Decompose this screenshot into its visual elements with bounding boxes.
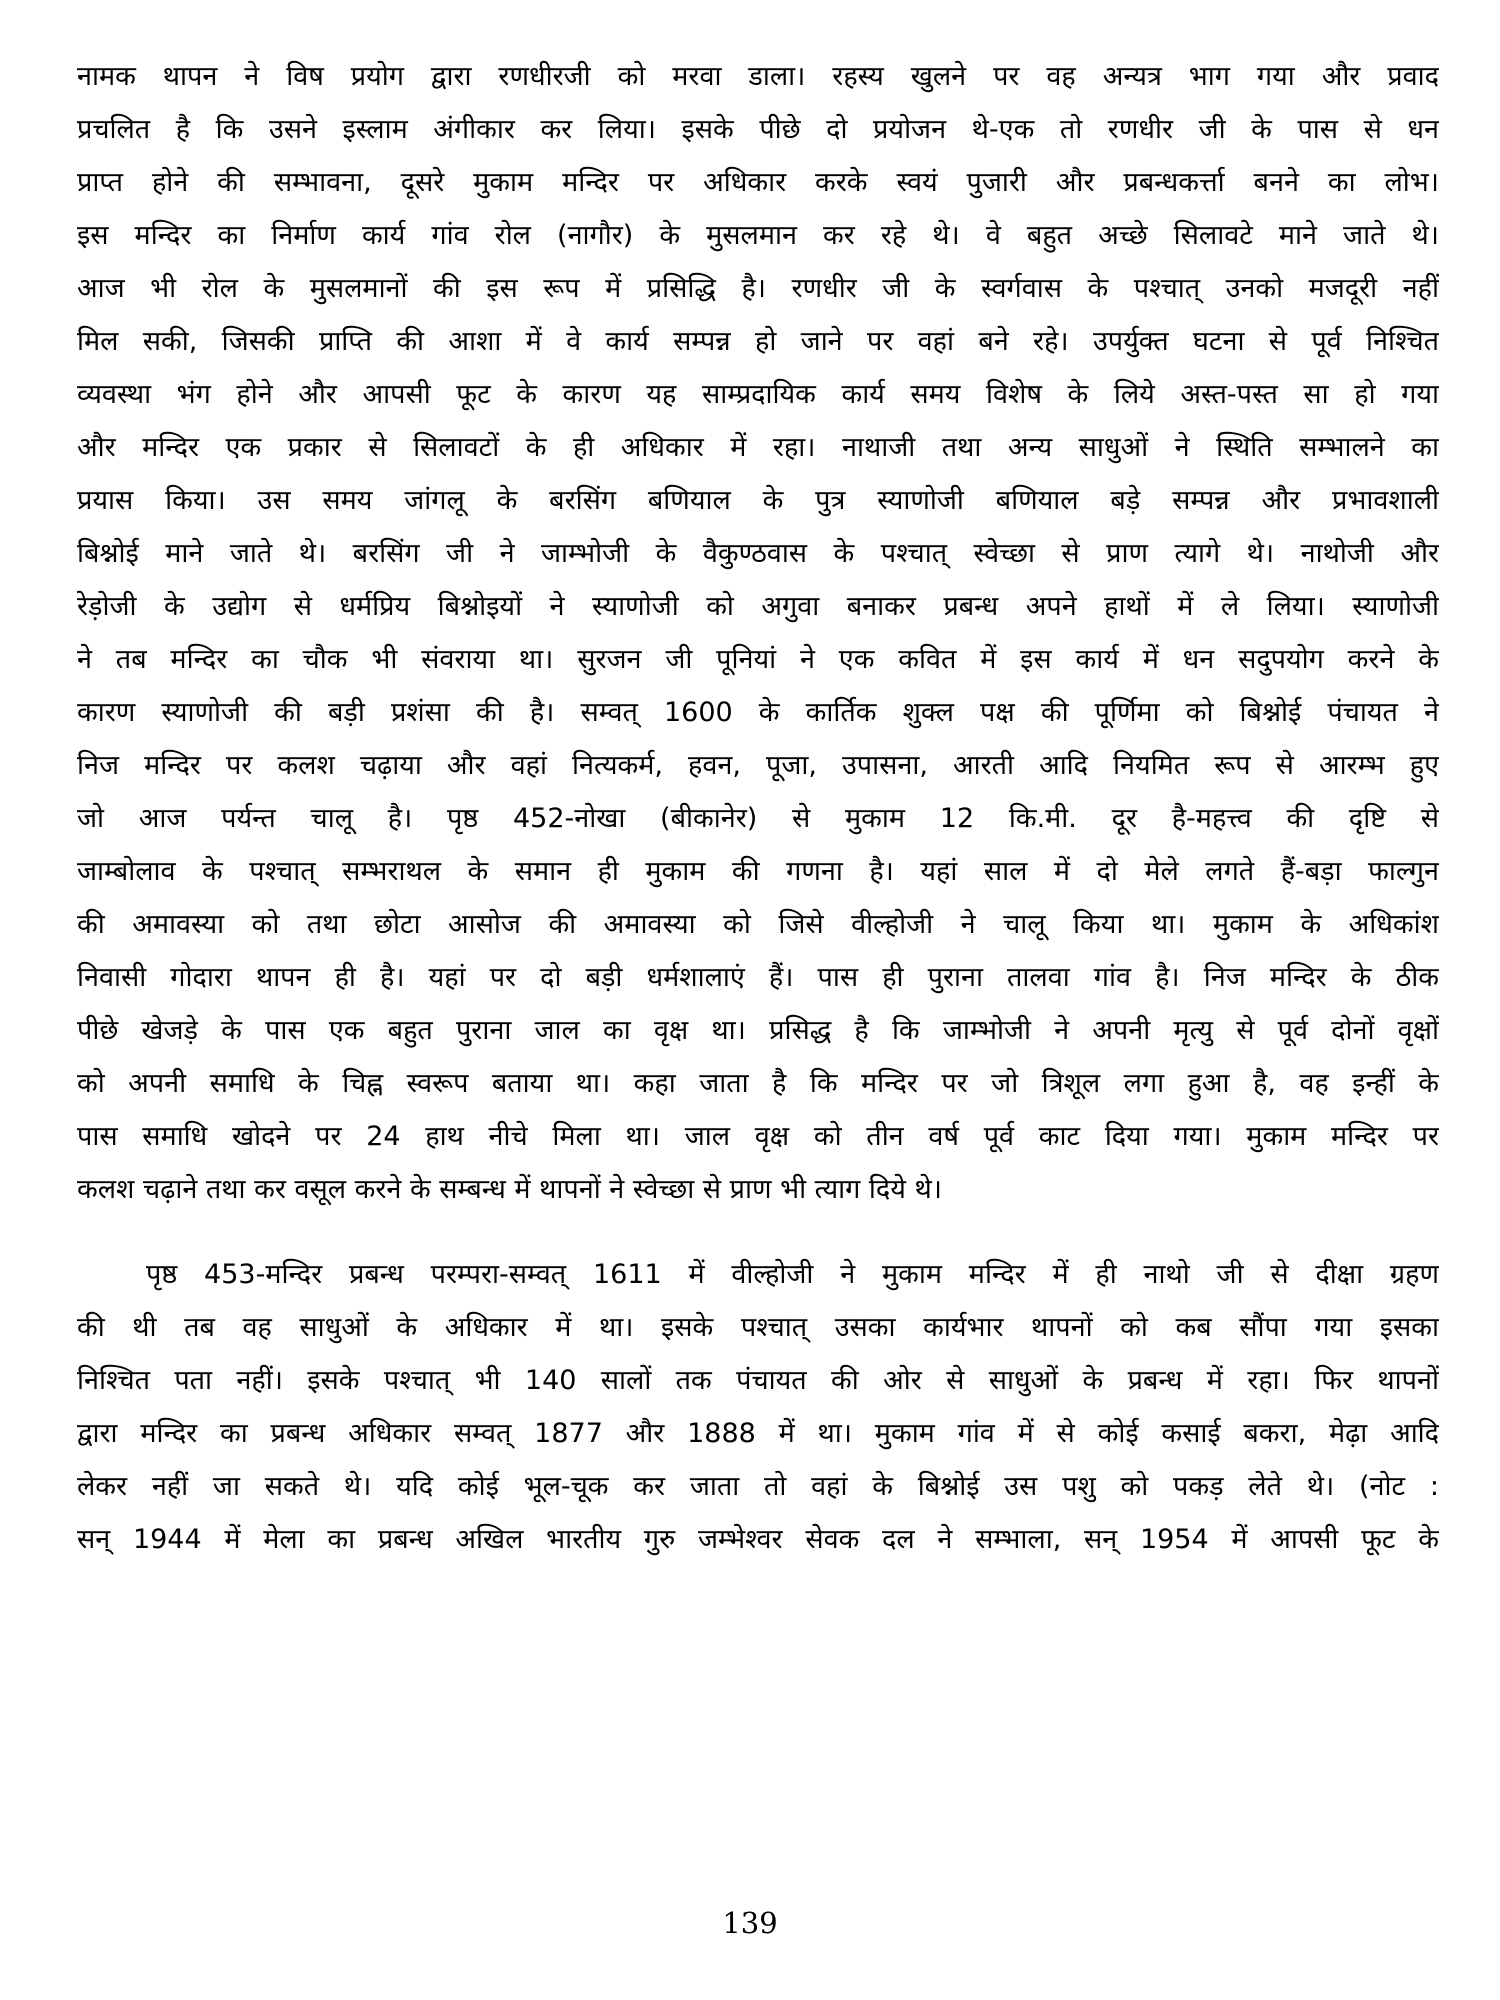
text-line: प्रयास किया। उस समय जांगलू के बरसिंग बणियाल के पुत्र स्याणोजी बणियाल बड़े सम्पन्न और प्रभावशाली	[77, 485, 1439, 516]
page-number: 139	[722, 1906, 778, 1940]
text-line: पीछे खेजड़े के पास एक बहुत पुराना जाल का वृक्ष था। प्रसिद्ध है कि जाम्भोजी ने अपनी मृत्यु से पूर्व दोनों वृक्षों	[77, 1015, 1439, 1046]
text-line: ने तब मन्दिर का चौक भी संवराया था। सुरजन जी पूनियां ने एक कवित में इस कार्य में धन सदुपयोग करने के	[77, 644, 1439, 675]
text-line: जो आज पर्यन्त चालू है। पृष्ठ 452-नोखा (बीकानेर) से मुकाम 12 कि.मी. दूर है-महत्त्व की दृष्टि से	[77, 803, 1439, 834]
text-line: रेड़ोजी के उद्योग से धर्मप्रिय बिश्नोइयों ने स्याणोजी को अगुवा बनाकर प्रबन्ध अपने हाथों में ले लिया। स्याणोजी	[77, 591, 1439, 622]
text-line: द्वारा मन्दिर का प्रबन्ध अधिकार सम्वत् 1877 और 1888 में था। मुकाम गांव में से कोई कसाई बकरा, मेढ़ा आदि	[77, 1418, 1439, 1449]
paragraph-spacer	[77, 1216, 1439, 1248]
body-text	[77, 50, 1439, 1566]
text-line: सन् 1944 में मेला का प्रबन्ध अखिल भारतीय गुरु जम्भेश्वर सेवक दल ने सम्भाला, सन् 1954 में आपसी फूट के	[77, 1524, 1439, 1555]
text-line: की अमावस्या को तथा छोटा आसोज की अमावस्या को जिसे वील्होजी ने चालू किया था। मुकाम के अधिकांश	[77, 909, 1439, 940]
text-line: कारण स्याणोजी की बड़ी प्रशंसा की है। सम्वत् 1600 के कार्तिक शुक्ल पक्ष की पूर्णिमा को बिश्नोई पंचायत ने	[77, 697, 1439, 728]
text-line: पृष्ठ 453-मन्दिर प्रबन्ध परम्परा-सम्वत् 1611 में वील्होजी ने मुकाम मन्दिर में ही नाथो जी से दीक्षा ग्रहण	[146, 1259, 1439, 1290]
paragraph-2	[77, 1248, 1439, 1566]
text-line: आज भी रोल के मुसलमानों की इस रूप में प्रसिद्धि है। रणधीर जी के स्वर्गवास के पश्चात् उनको मजदूरी नहीं	[77, 273, 1439, 304]
text-line: पास समाधि खोदने पर 24 हाथ नीचे मिला था। जाल वृक्ष को तीन वर्ष पूर्व काट दिया गया। मुकाम मन्दिर पर	[77, 1121, 1439, 1152]
text-line: की थी तब वह साधुओं के अधिकार में था। इसके पश्चात् उसका कार्यभार थापनों को कब सौंपा गया इसका	[77, 1312, 1439, 1343]
text-line: को अपनी समाधि के चिह्न स्वरूप बताया था। कहा जाता है कि मन्दिर पर जो त्रिशूल लगा हुआ है, वह इन्हीं के	[77, 1068, 1439, 1099]
text-line: प्राप्त होने की सम्भावना, दूसरे मुकाम मन्दिर पर अधिकार करके स्वयं पुजारी और प्रबन्धकर्त्ता बनने का लोभ।	[77, 167, 1439, 198]
text-line: प्रचलित है कि उसने इस्लाम अंगीकार कर लिया। इसके पीछे दो प्रयोजन थे-एक तो रणधीर जी के पास से धन	[77, 114, 1439, 145]
text-line: कलश चढ़ाने तथा कर वसूल करने के सम्बन्ध में थापनों ने स्वेच्छा से प्राण भी त्याग दिये थे।	[77, 1174, 942, 1205]
paragraph-1	[77, 50, 1439, 1216]
text-line: मिल सकी, जिसकी प्राप्ति की आशा में वे कार्य सम्पन्न हो जाने पर वहां बने रहे। उपर्युक्त घटना से पूर्व निश्चित	[77, 326, 1439, 357]
text-line: जाम्बोलाव के पश्चात् सम्भराथल के समान ही मुकाम की गणना है। यहां साल में दो मेले लगते हैं-बड़ा फाल्गुन	[77, 856, 1439, 887]
text-line: निवासी गोदारा थापन ही है। यहां पर दो बड़ी धर्मशालाएं हैं। पास ही पुराना तालवा गांव है। निज मन्दिर के ठीक	[77, 962, 1439, 993]
text-line: लेकर नहीं जा सकते थे। यदि कोई भूल-चूक कर जाता तो वहां के बिश्नोई उस पशु को पकड़ लेते थे। (नोट :	[77, 1471, 1439, 1502]
text-line: नामक थापन ने विष प्रयोग द्वारा रणधीरजी को मरवा डाला। रहस्य खुलने पर वह अन्यत्र भाग गया और प्रवाद	[77, 61, 1439, 92]
text-line: बिश्नोई माने जाते थे। बरसिंग जी ने जाम्भोजी के वैकुण्ठवास के पश्चात् स्वेच्छा से प्राण त्यागे थे। नाथोजी और	[77, 538, 1439, 569]
text-line: निज मन्दिर पर कलश चढ़ाया और वहां नित्यकर्म, हवन, पूजा, उपासना, आरती आदि नियमित रूप से आरम्भ हुए	[77, 750, 1439, 781]
text-line: निश्चित पता नहीं। इसके पश्चात् भी 140 सालों तक पंचायत की ओर से साधुओं के प्रबन्ध में रहा। फिर थापनों	[77, 1365, 1439, 1396]
text-line: व्यवस्था भंग होने और आपसी फूट के कारण यह साम्प्रदायिक कार्य समय विशेष के लिये अस्त-पस्त सा हो गया	[77, 379, 1439, 410]
text-line: और मन्दिर एक प्रकार से सिलावटों के ही अधिकार में रहा। नाथाजी तथा अन्य साधुओं ने स्थिति सम्भालने का	[77, 432, 1439, 463]
text-line: इस मन्दिर का निर्माण कार्य गांव रोल (नागौर) के मुसलमान कर रहे थे। वे बहुत अच्छे सिलावटे माने जाते थे।	[77, 220, 1439, 251]
